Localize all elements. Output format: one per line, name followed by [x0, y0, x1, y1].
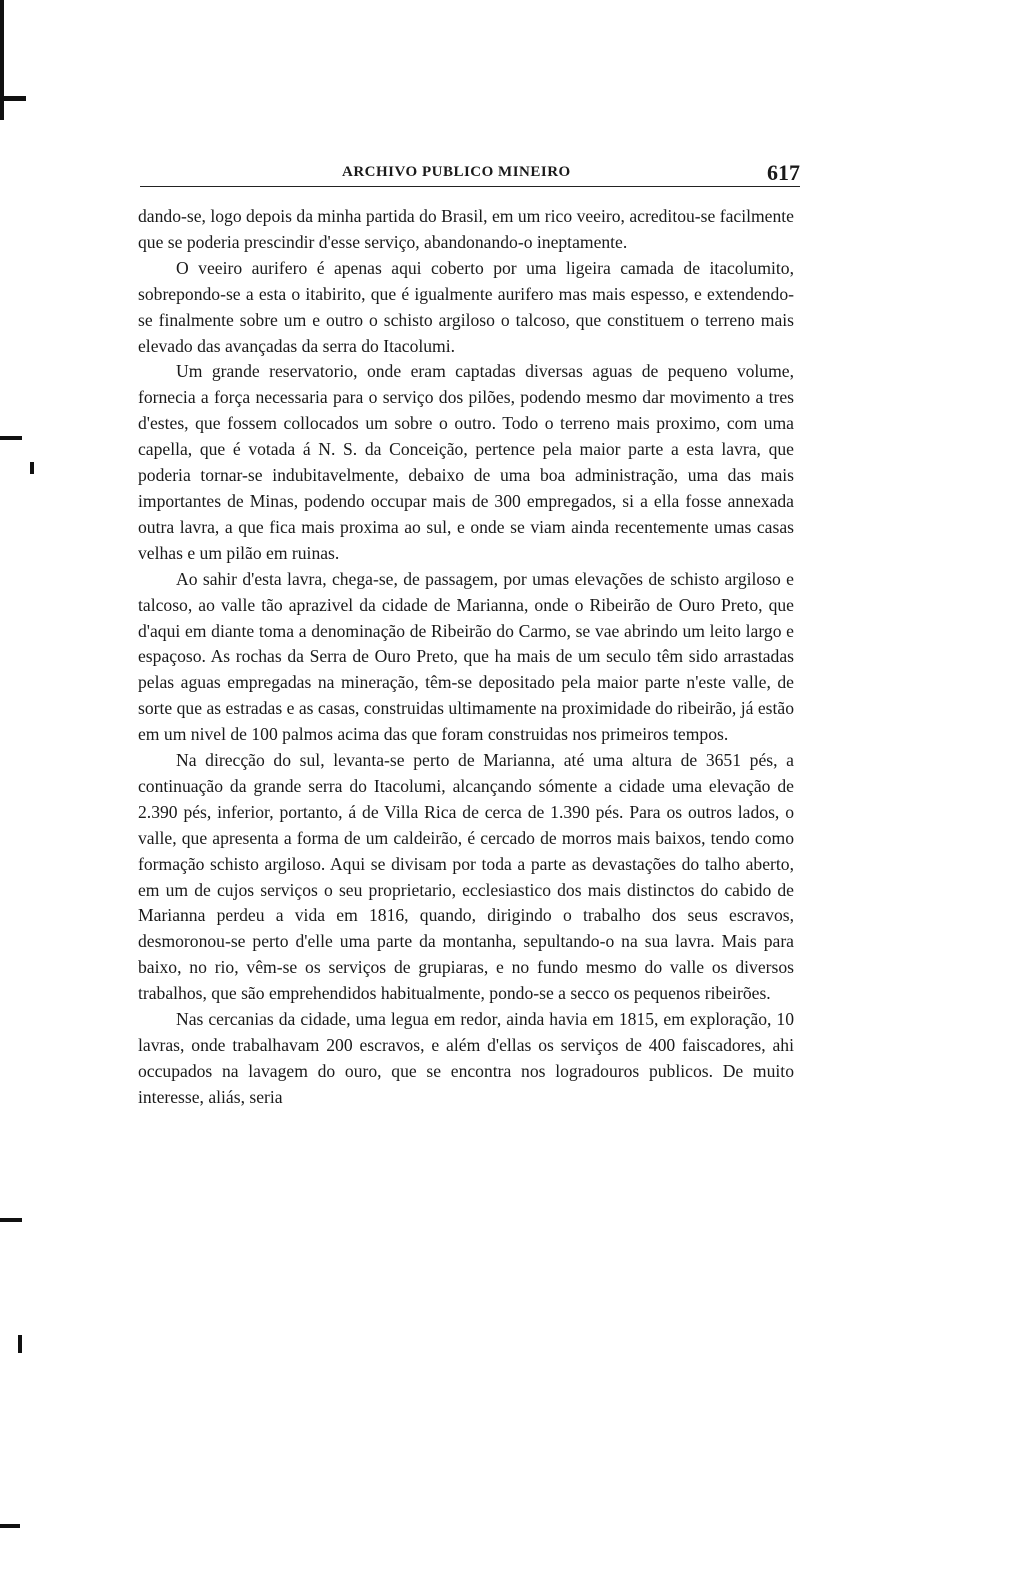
- page-header: [140, 160, 800, 190]
- paragraph: Nas cercanias da cidade, uma legua em redor, ainda havia em 1815, em exploração, 10 lavras, onde trabalhavam 200 escravos, e além d'ellas os serviços de 400 faiscadores, ahi occupados na lavagem do ouro, que se encontra nos logradouros publicos. De muito interesse, aliás, seria: [138, 1009, 794, 1107]
- header-rule: [140, 186, 800, 187]
- scan-edge-mark: [0, 96, 26, 101]
- scan-edge-mark: [0, 0, 4, 120]
- paragraph: Ao sahir d'esta lavra, chega-se, de passagem, por umas elevações de schisto argiloso e talcoso, ao valle tão aprazivel da cidade de Marianna, onde o Ribeirão de Ouro Preto, que d'aqui em diante toma a denominação de Ribeirão do Carmo, se vae abrindo um leito largo e espaçoso. As rochas da Serra de Ouro Preto, que ha mais de um seculo têm sido arrastadas pelas aguas empregadas na mineração, têm-se depositado pela maior parte n'este valle, de sorte que as estradas e as casas, construidas ultimamente na proximidade do ribeirão, já estão em um nivel de 100 palmos acima das que foram construidas nos primeiros tempos.: [138, 568, 794, 745]
- running-title: ARCHIVO PUBLICO MINEIRO: [342, 164, 571, 180]
- scan-edge-mark: [0, 436, 22, 440]
- paragraph: Na direcção do sul, levanta-se perto de Marianna, até uma altura de 3651 pés, a continuação da grande serra do Itacolumi, alcançando sómente a cidade uma elevação de 2.390 pés, inferior, portanto, á de Villa Rica de cerca de 1.390 pés. Para os outros lados, o valle, que apresenta a forma de um caldeirão, é cercado de morros mais baixos, tendo como formação schisto argiloso. Aqui se divisam por toda a parte as devastações do talho aberto, em um de cujos serviços o seu proprietario, ecclesiastico dos mais distinctos do cabido de Marianna perdeu a vida em 1816, quando, dirigindo o trabalho dos seus escravos, desmoronou-se perto d'elle uma parte da montanha, sepultando-o na sua lavra. Mais para baixo, no rio, vêm-se os serviços de grupiaras, e no fundo mesmo do valle os diversos trabalhos, que são emprehendidos habitualmente, pondo-se a secco os pequenos ribeirões.: [138, 750, 794, 1004]
- paragraph: O veeiro aurifero é apenas aqui coberto por uma ligeira camada de itacolumito, sobrepondo-se a esta o itabirito, que é igualmente aurifero mas mais espesso, e extendendo-se finalmente sobre um e outro o schisto argiloso o talcoso, que constituem o terreno mais elevado das avançadas da serra do Itacolumi.: [138, 257, 794, 356]
- scan-edge-mark: [30, 462, 34, 474]
- scan-edge-mark: [18, 1335, 22, 1353]
- scan-edge-mark: [0, 1218, 22, 1222]
- body-text: [138, 204, 794, 1111]
- paragraph: dando-se, logo depois da minha partida do Brasil, em um rico veeiro, acreditou-se facilmente que se poderia prescindir d'esse serviço, abandonando-o ineptamente.: [138, 206, 794, 252]
- scan-edge-mark: [0, 1524, 20, 1528]
- paragraph: Um grande reservatorio, onde eram captadas diversas aguas de pequeno volume, fornecia a força necessaria para o serviço dos pilões, podendo mesmo dar movimento a tres d'estes, que fossem collocados um sobre o outro. Todo o terreno mais proximo, com uma capella, que é votada á N. S. da Conceição, pertence pela maior parte a esta lavra, que poderia tornar-se indubitavelmente, debaixo de uma boa administração, uma das mais importantes de Minas, podendo occupar mais de 300 empregados, si a ella fosse annexada outra lavra, a que fica mais proxima ao sul, e onde se viam ainda recentemente umas casas velhas e um pilão em ruinas.: [138, 361, 794, 563]
- page-number: 617: [767, 160, 800, 185]
